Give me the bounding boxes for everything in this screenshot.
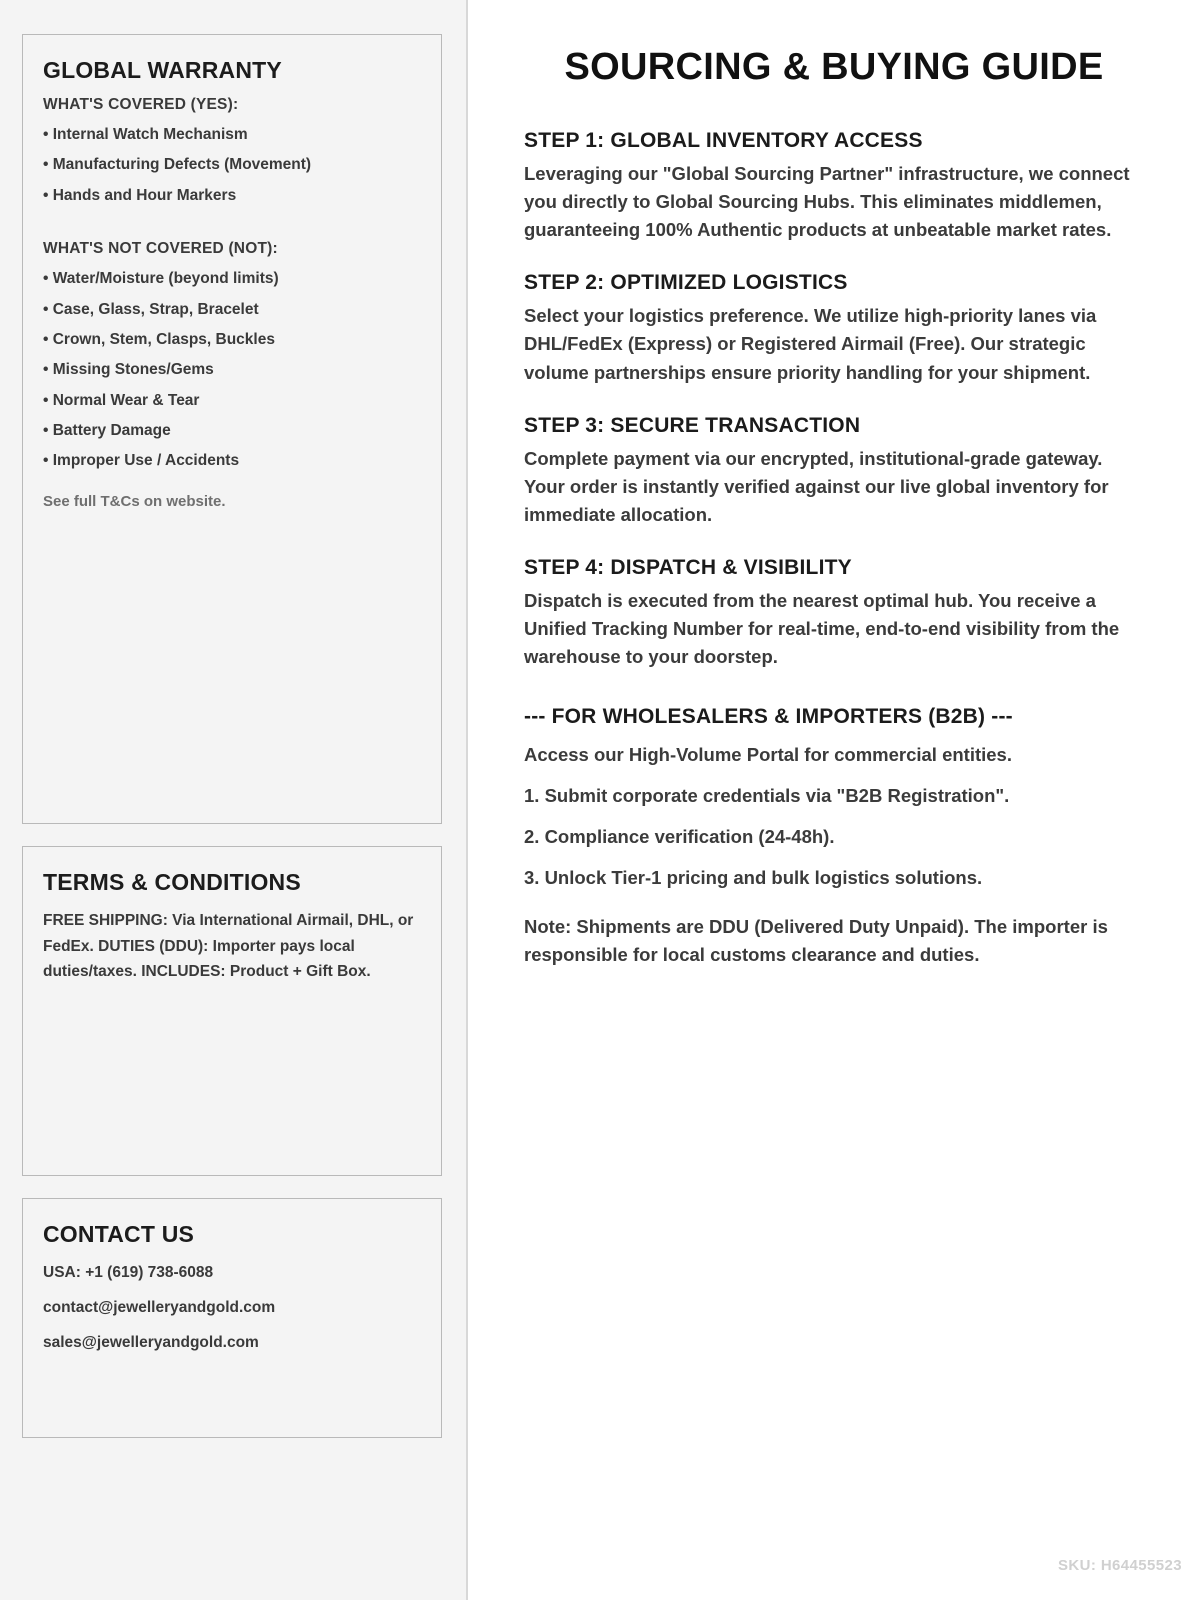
contact-email-primary: contact@jewelleryandgold.com: [43, 1298, 276, 1316]
step-4-title: STEP 4: DISPATCH & VISIBILITY: [524, 555, 852, 579]
left-sidebar: [0, 0, 468, 1600]
contact-us-panel: [22, 1198, 442, 1438]
whats-not-covered-heading: WHAT'S NOT COVERED (NOT):: [43, 240, 278, 258]
list-item: • Improper Use / Accidents: [43, 452, 240, 470]
step-2: [524, 271, 1144, 386]
step-4-body: Dispatch is executed from the nearest optimal hub. You receive a Unified Tracking Number for real-time, end-to-end visibility from the warehouse to your doorstep.: [524, 589, 1120, 668]
global-warranty-panel: [22, 34, 442, 824]
list-item: • Normal Wear & Tear: [43, 391, 200, 409]
b2b-note: Note: Shipments are DDU (Delivered Duty Unpaid). The importer is responsible for local customs clearance and duties.: [524, 916, 1108, 966]
warranty-footnote: See full T&Cs on website.: [43, 492, 226, 510]
step-3-title: STEP 3: SECURE TRANSACTION: [524, 413, 861, 437]
page-title: SOURCING & BUYING GUIDE: [564, 46, 1104, 88]
b2b-intro: Access our High-Volume Portal for commercial entities.: [524, 744, 1012, 766]
terms-and-conditions-panel: [22, 846, 442, 1176]
contact-title: CONTACT US: [43, 1221, 195, 1247]
covered-list: [43, 125, 421, 205]
list-item: • Case, Glass, Strap, Bracelet: [43, 300, 259, 318]
step-3: [524, 414, 1144, 529]
whats-covered-heading: WHAT'S COVERED (YES):: [43, 96, 239, 113]
list-item: • Battery Damage: [43, 422, 171, 439]
list-item: • Internal Watch Mechanism: [43, 126, 248, 143]
b2b-step-1: 1. Submit corporate credentials via "B2B Registration".: [524, 785, 1010, 807]
b2b-step-2: 2. Compliance verification (24-48h).: [524, 825, 835, 847]
section-spacer: [43, 216, 421, 240]
b2b-step-3: 3. Unlock Tier-1 pricing and bulk logistics solutions.: [524, 866, 983, 888]
list-item: • Crown, Stem, Clasps, Buckles: [43, 330, 275, 348]
list-item: • Missing Stones/Gems: [43, 361, 214, 379]
step-4: [524, 556, 1144, 671]
list-item: • Water/Moisture (beyond limits): [43, 270, 279, 288]
step-2-title: STEP 2: OPTIMIZED LOGISTICS: [524, 271, 848, 295]
terms-title: TERMS & CONDITIONS: [43, 869, 301, 895]
b2b-section-title: --- FOR WHOLESALERS & IMPORTERS (B2B) ---: [524, 705, 1013, 729]
step-1-body: Leveraging our "Global Sourcing Partner" infrastructure, we connect you directly to Global Sourcing Hubs. This eliminates middlemen, guaranteeing 100% Authentic products at unbeatable market rates.: [524, 163, 1130, 241]
step-2-body: Select your logistics preference. We utilize high-priority lanes via DHL/FedEx (Express) or Registered Airmail (Free). Our strategic volume partnerships ensure priority handling for your shipment.: [524, 305, 1097, 383]
not-covered-list: [43, 269, 421, 471]
main-content: [468, 0, 1200, 1600]
sku-label: SKU: H64455523: [1057, 1557, 1182, 1574]
step-1-title: STEP 1: GLOBAL INVENTORY ACCESS: [524, 129, 923, 152]
list-item: • Hands and Hour Markers: [43, 186, 237, 204]
step-1: [524, 129, 1144, 244]
list-item: • Manufacturing Defects (Movement): [43, 156, 312, 174]
step-3-body: Complete payment via our encrypted, institutional-grade gateway. Your order is instantly verified against our live global inventory for immediate allocation.: [524, 447, 1109, 525]
contact-phone: USA: +1 (619) 738-6088: [43, 1263, 214, 1281]
contact-email-sales: sales@jewelleryandgold.com: [43, 1333, 259, 1351]
global-warranty-title: GLOBAL WARRANTY: [43, 57, 282, 83]
terms-body: FREE SHIPPING: Via International Airmail, DHL, or FedEx. DUTIES (DDU): Importer pays local duties/taxes. INCLUDES: Product + Gift Box.: [43, 912, 414, 981]
